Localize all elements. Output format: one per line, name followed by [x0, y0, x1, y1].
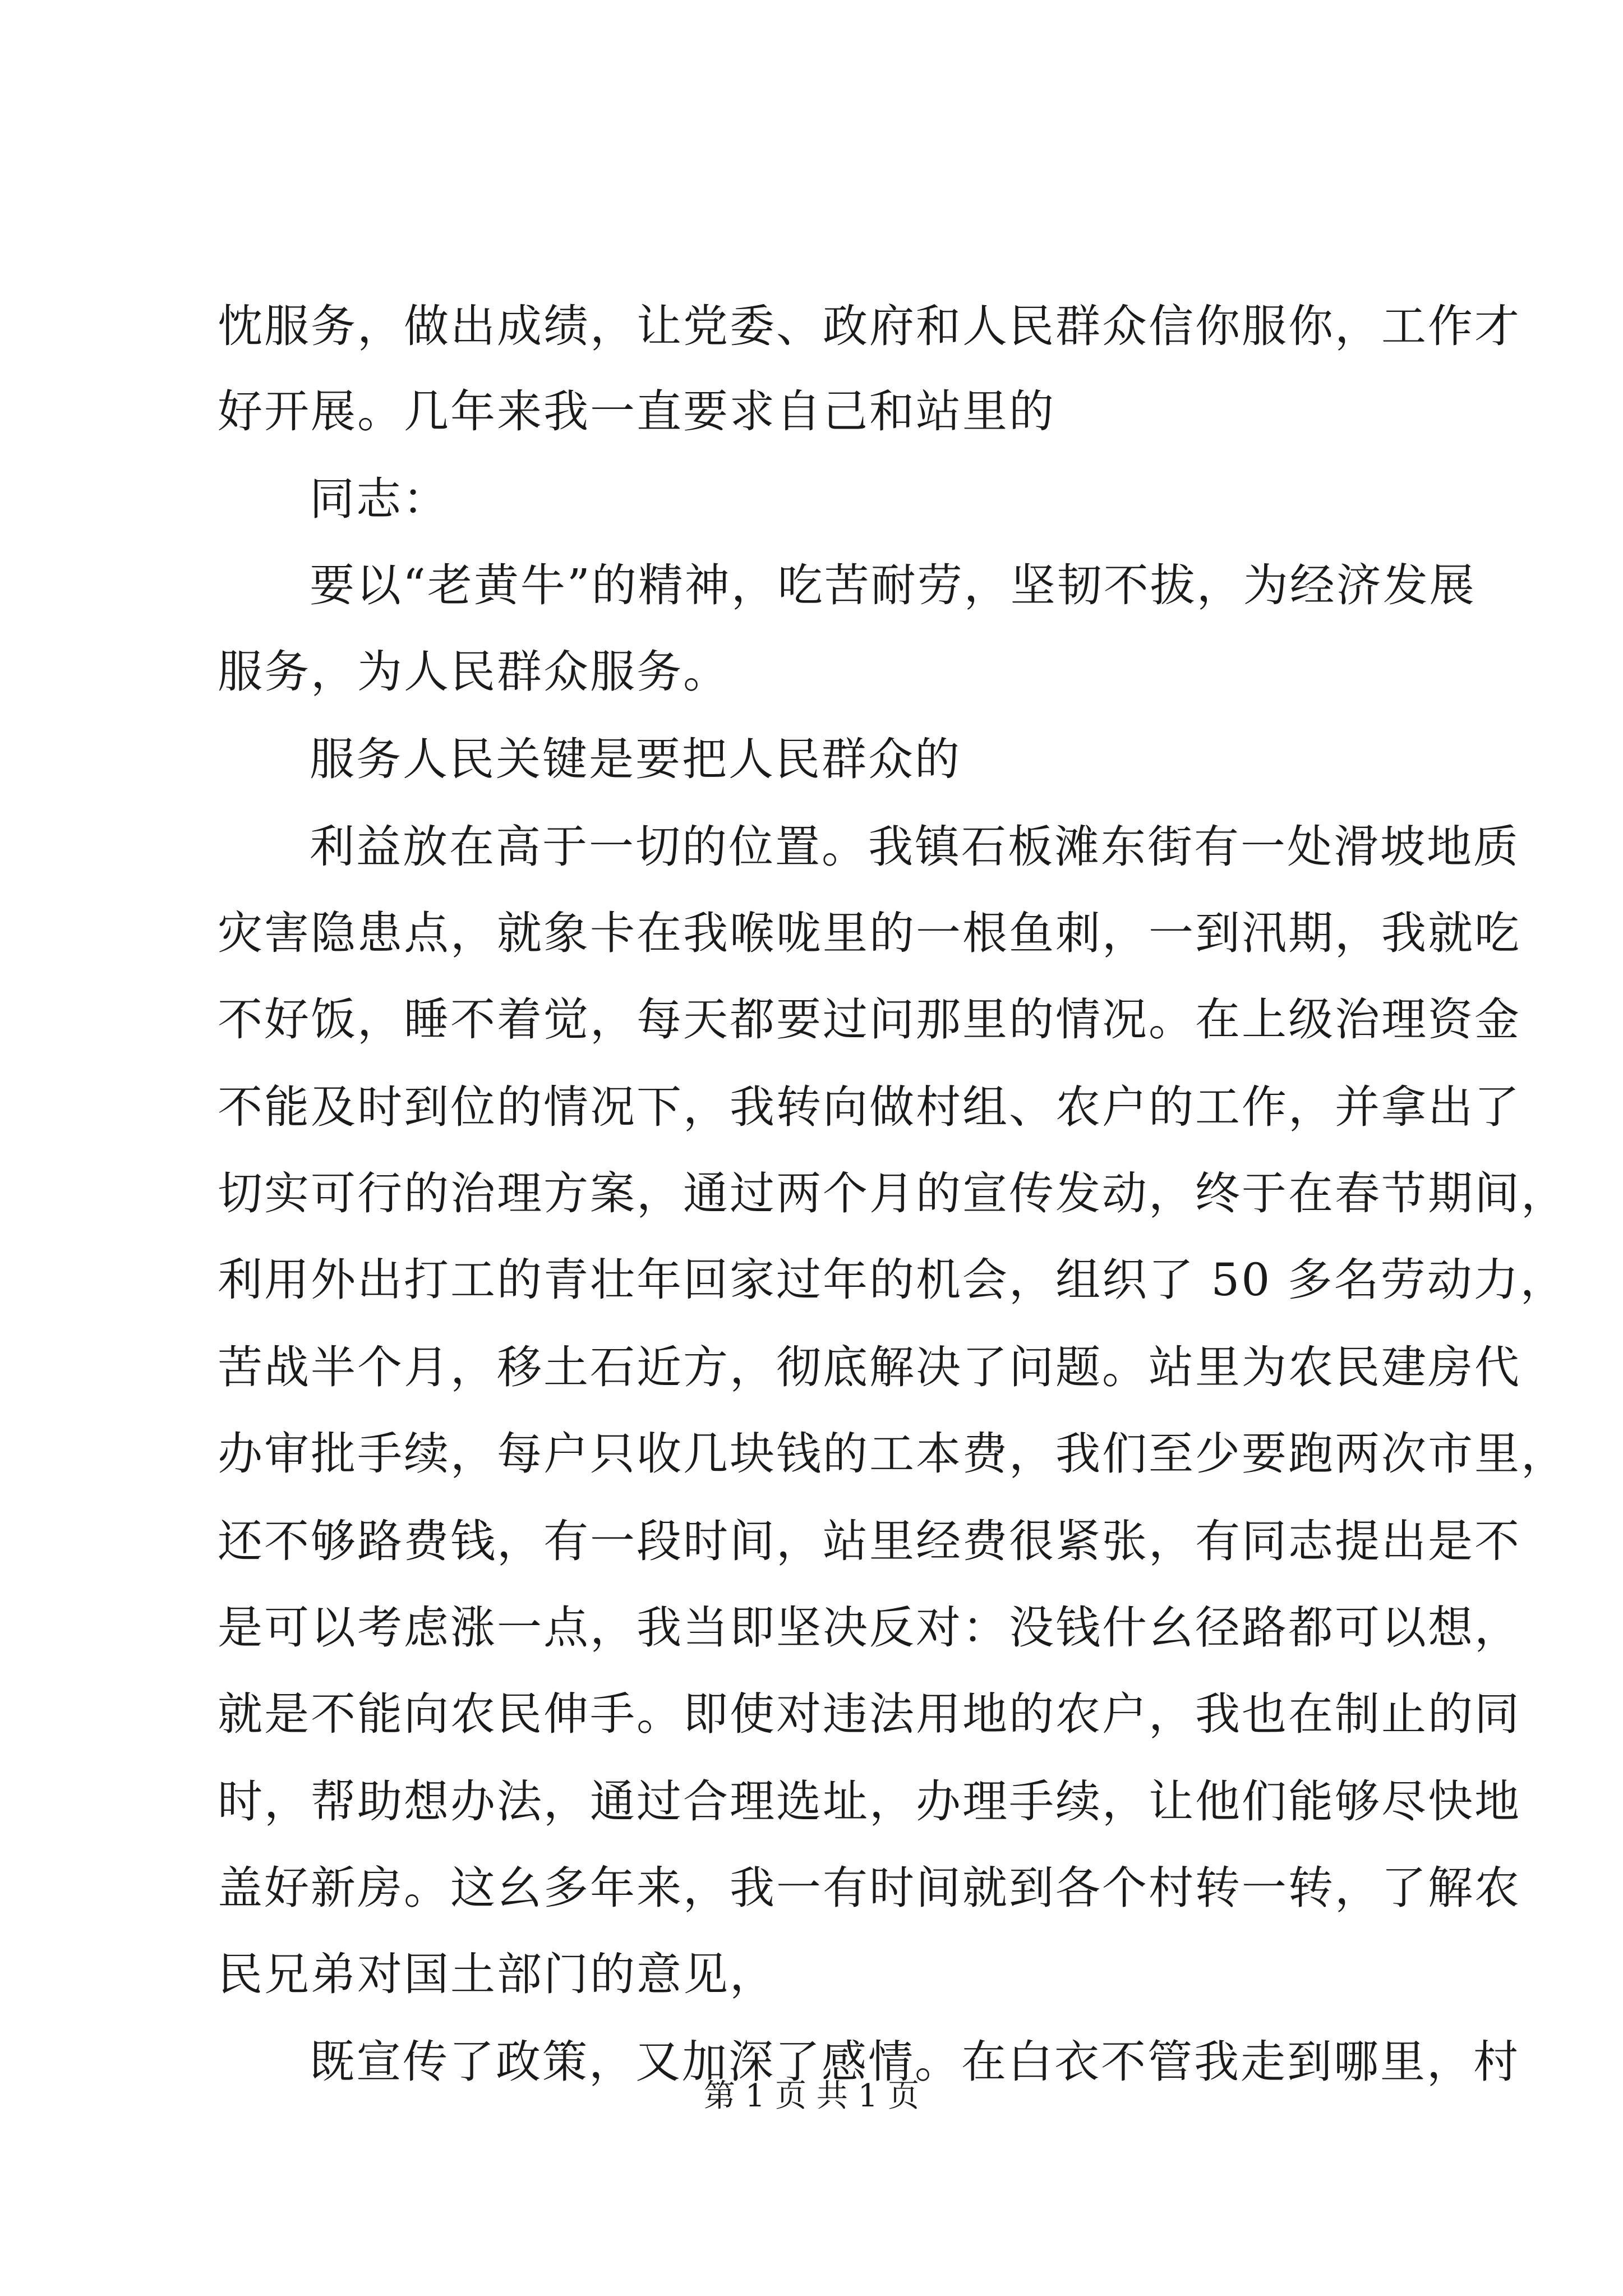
text-line: 好开展。几年来我一直要求自己和站里的 [218, 385, 1055, 438]
text-line: 忱服务，做出成绩，让党委、政府和人民群众信你服你，工作才 [218, 300, 1521, 352]
text-line: 既宣传了政策，又加深了感情。在白衣不管我走到哪里，村 [310, 2036, 1520, 2088]
text-line: 服务人民关键是要把人民群众的 [310, 733, 961, 785]
text-line: 切实可行的治理方案，通过两个月的宣传发动，终于在春节期间， [218, 1167, 1567, 1220]
text-line: 不好饭，睡不着觉，每天都要过问那里的情况。在上级治理资金 [218, 993, 1521, 1046]
text-line: 是可以考虑涨一点，我当即坚决反对：没钱什幺径路都可以想， [218, 1602, 1521, 1654]
text-line: 办审批手续，每户只收几块钱的工本费，我们至少要跑两次市里， [218, 1428, 1567, 1480]
text-line: 要以“老黄牛”的精神，吃苦耐劳，坚韧不拔，为经济发展 [310, 559, 1476, 611]
text-line: 利益放在高于一切的位置。我镇石板滩东街有一处滑坡地质 [310, 821, 1520, 873]
text-line: 不能及时到位的情况下，我转向做村组、农户的工作，并拿出了 [218, 1081, 1521, 1133]
text-line: 还不够路费钱，有一段时间，站里经费很紧张，有同志提出是不 [218, 1515, 1521, 1567]
text-line: 民兄弟对国土部门的意见， [218, 1948, 776, 2000]
text-line: 就是不能向农民伸手。即使对违法用地的农户，我也在制止的同 [218, 1688, 1521, 1740]
text-line: 同志： [310, 473, 449, 525]
page-number-footer: 第 1 页 共 1 页 [703, 2078, 920, 2114]
text-line: 盖好新房。这幺多年来，我一有时间就到各个村转一转，了解农 [218, 1862, 1521, 1914]
text-line: 灾害隐患点，就象卡在我喉咙里的一根鱼刺，一到汛期，我就吃 [218, 907, 1521, 959]
text-line: 时，帮助想办法，通过合理选址，办理手续，让他们能够尽快地 [218, 1775, 1521, 1828]
text-line: 利用外出打工的青壮年回家过年的机会，组织了 50 多名劳动力， [218, 1254, 1567, 1306]
text-line: 苦战半个月，移土石近方，彻底解决了问题。站里为农民建房代 [218, 1341, 1521, 1393]
text-line: 服务，为人民群众服务。 [218, 646, 730, 698]
